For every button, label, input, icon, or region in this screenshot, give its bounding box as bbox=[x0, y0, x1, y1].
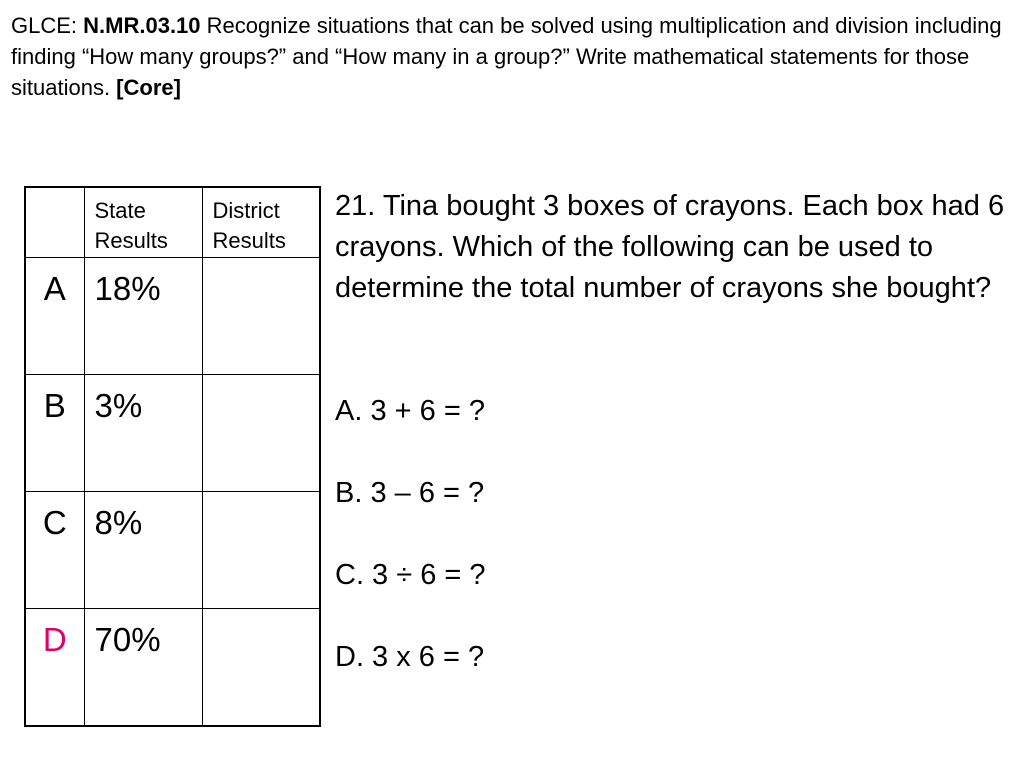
results-table bbox=[24, 186, 321, 727]
core-tag: [Core] bbox=[116, 75, 181, 100]
choice-letter-c: C bbox=[25, 491, 84, 608]
state-result-a: 18% bbox=[84, 257, 202, 374]
district-result-c bbox=[202, 491, 320, 608]
option-c: C. 3 ÷ 6 = ? bbox=[335, 559, 486, 591]
table-row bbox=[25, 491, 320, 608]
table-row bbox=[25, 608, 320, 726]
header-cell-district-results: District Results bbox=[202, 187, 320, 257]
option-b: B. 3 – 6 = ? bbox=[335, 477, 485, 509]
district-result-b bbox=[202, 374, 320, 491]
district-result-a bbox=[202, 257, 320, 374]
header-prefix: GLCE: bbox=[11, 13, 84, 38]
option-d: D. 3 x 6 = ? bbox=[335, 641, 485, 673]
question-block bbox=[335, 186, 1015, 673]
state-result-d: 70% bbox=[84, 608, 202, 726]
choice-letter-a: A bbox=[25, 257, 84, 374]
table-row bbox=[25, 257, 320, 374]
state-result-b: 3% bbox=[84, 374, 202, 491]
choice-letter-b: B bbox=[25, 374, 84, 491]
header-cell-empty bbox=[25, 187, 84, 257]
table-row bbox=[25, 374, 320, 491]
option-a: A. 3 + 6 = ? bbox=[335, 395, 485, 427]
district-result-d bbox=[202, 608, 320, 726]
choice-letter-d-correct: D bbox=[25, 608, 84, 726]
header-cell-state-results: State Results bbox=[84, 187, 202, 257]
table-header-row bbox=[25, 187, 320, 257]
question-text: 21. Tina bought 3 boxes of crayons. Each box had 6 crayons. Which of the following can be used to determine the total number of crayons she bought? bbox=[335, 190, 1005, 304]
standard-code: N.MR.03.10 bbox=[83, 13, 201, 38]
standard-header bbox=[11, 10, 1011, 103]
state-result-c: 8% bbox=[84, 491, 202, 608]
standard-description: Recognize situations that can be solved using multiplication and division including finding “How many groups?” and “How many in a group?” Write mathematical statements for those situations. bbox=[11, 13, 1002, 100]
